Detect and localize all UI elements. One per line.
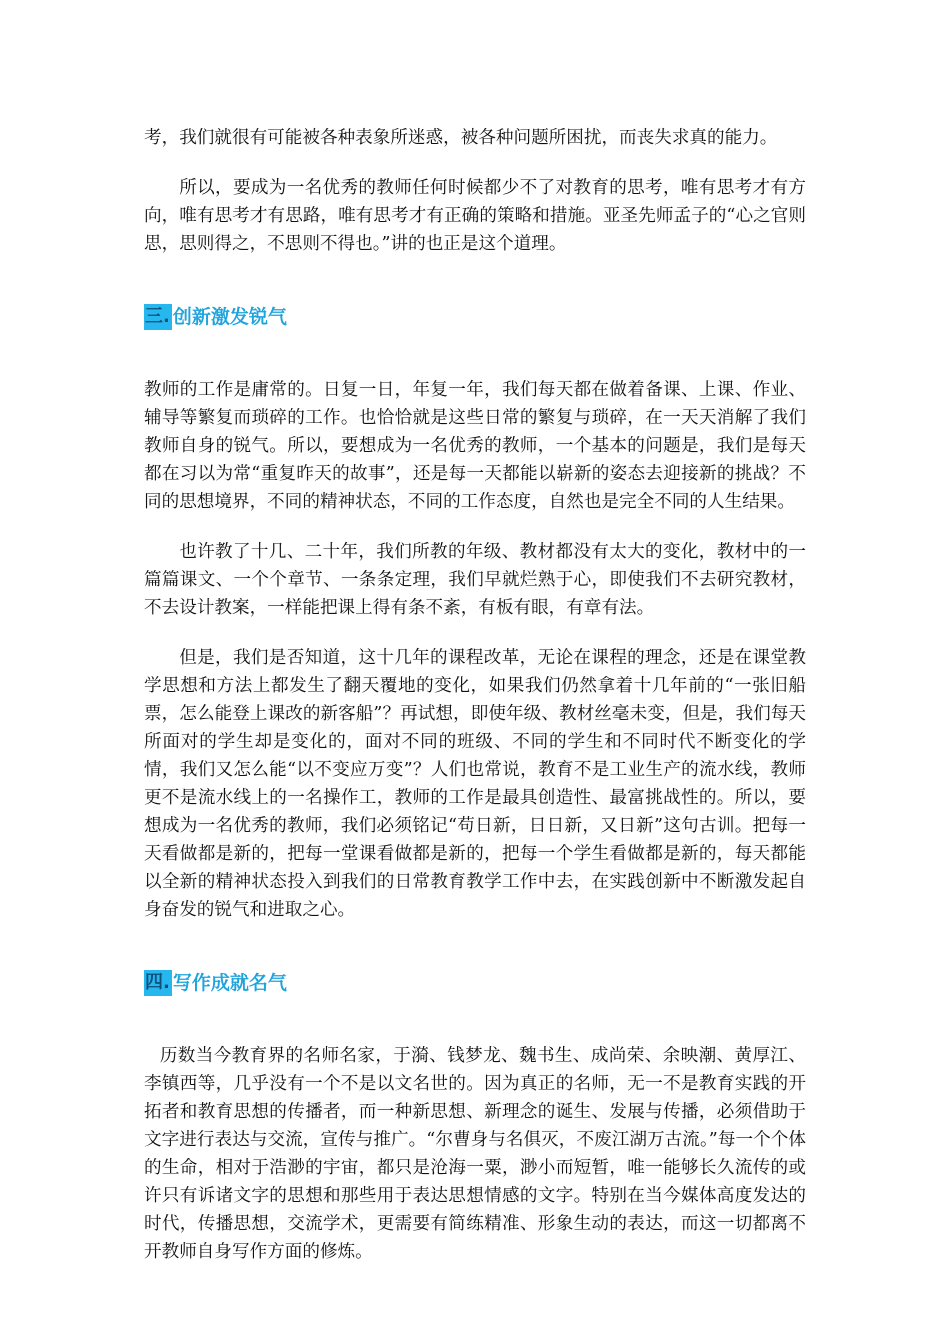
paragraph-innovation-intro: 教师的工作是庸常的。日复一日，年复一年，我们每天都在做着备课、上课、作业、辅导等繁复而琐碎的工作。也恰恰就是这些日常的繁复与琐碎，在一天天消解了我们教师自身的锐气。所以，要想成为一名优秀的教师，一个基本的问题是，我们是每天都在习以为常“重复昨天的故事”，还是每一天都能以崭新的姿态去迎接新的挑战？不同的思想境界，不同的精神状态，不同的工作态度，自然也是完全不同的人生结果。 xyxy=(144,380,806,512)
spacer xyxy=(144,996,806,1042)
document-page xyxy=(144,124,806,1266)
spacer xyxy=(144,924,806,970)
spacer xyxy=(144,258,806,304)
paragraph-thinking-end: 考，我们就很有可能被各种表象所迷惑，被各种问题所困扰，而丧失求真的能力。 xyxy=(144,128,778,148)
section-title: 创新激发锐气 xyxy=(172,306,287,328)
spacer xyxy=(144,330,806,376)
section-number-highlight: 三. xyxy=(144,304,172,330)
spacer xyxy=(144,622,806,644)
spacer xyxy=(144,152,806,174)
section-title: 写作成就名气 xyxy=(172,972,287,994)
paragraph-innovation-textbook: 也许教了十几、二十年，我们所教的年级、教材都没有太大的变化，教材中的一篇篇课文、一个个章节、一条条定理，我们早就烂熟于心，即使我们不去研究教材，不去设计教案，一样能把课上得有条不紊，有板有眼，有章有法。 xyxy=(144,542,806,618)
paragraph-innovation-reform: 但是，我们是否知道，这十几年的课程改革，无论在课程的理念，还是在课堂教学思想和方法上都发生了翻天覆地的变化，如果我们仍然拿着十几年前的“一张旧船票，怎么能登上课改的新客船”？再试想，即使年级、教材丝毫未变，但是，我们每天所面对的学生却是变化的，面对不同的班级、不同的学生和不同时代不断变化的学情，我们又怎么能“以不变应万变”？人们也常说，教育不是工业生产的流水线，教师更不是流水线上的一名操作工，教师的工作是最具创造性、最富挑战性的。所以，要想成为一名优秀的教师，我们必须铭记“苟日新，日日新，又日新”这句古训。把每一天看做都是新的，把每一堂课看做都是新的，把每一个学生看做都是新的，每天都能以全新的精神状态投入到我们的日常教育教学工作中去，在实践创新中不断激发起自身奋发的锐气和进取之心。 xyxy=(144,648,806,920)
section-heading-writing xyxy=(144,970,806,996)
paragraph-writing-masters: 历数当今教育界的名师名家，于漪、钱梦龙、魏书生、成尚荣、余映潮、黄厚江、李镇西等，几乎没有一个不是以文名世的。因为真正的名师，无一不是教育实践的开拓者和教育思想的传播者，而一种新思想、新理念的诞生、发展与传播，必须借助于文字进行表达与交流，宣传与推广。“尔曹身与名俱灭，不废江湖万古流。”每一个个体的生命，相对于浩渺的宇宙，都只是沧海一粟，渺小而短暂，唯一能够长久流传的或许只有诉诸文字的思想和那些用于表达思想情感的文字。特别在当今媒体高度发达的时代，传播思想，交流学术，更需要有简练精准、形象生动的表达，而这一切都离不开教师自身写作方面的修炼。 xyxy=(144,1046,806,1262)
paragraph-thinking-conclusion: 所以，要成为一名优秀的教师任何时候都少不了对教育的思考，唯有思考才有方向，唯有思考才有思路，唯有思考才有正确的策略和措施。亚圣先师孟子的“心之官则思，思则得之，不思则不得也。”讲的也正是这个道理。 xyxy=(144,178,806,254)
section-heading-innovation xyxy=(144,304,806,330)
section-number-highlight: 四. xyxy=(144,970,172,996)
spacer xyxy=(144,516,806,538)
